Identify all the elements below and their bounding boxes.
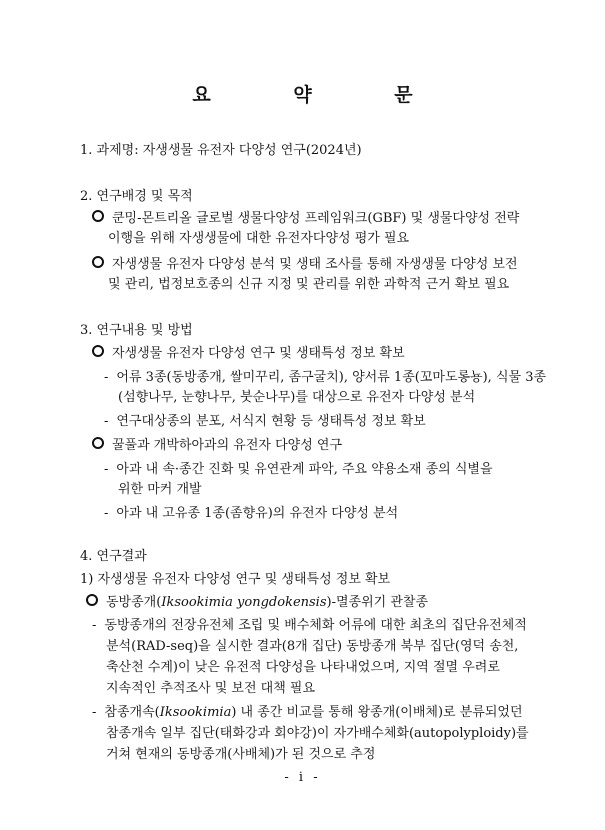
- section-4-heading: 4. 연구결과: [80, 549, 147, 564]
- circle-bullet-icon: [92, 437, 104, 449]
- page-number: - i -: [284, 770, 321, 785]
- circle-bullet-icon: [92, 256, 104, 268]
- page-title: 요 약 문: [192, 84, 451, 106]
- dash-genome-cont-1: 분석(RAD-seq)을 실시한 결과(8개 집단) 동방종개 북부 집단(영덕 송천,: [106, 639, 519, 654]
- section-4-1-heading: 1) 자생생물 유전자 다양성 연구 및 생태특성 정보 확보: [80, 572, 391, 587]
- bullet-analysis: 자생생물 유전자 다양성 분석 및 생태 조사를 통해 자생생물 다양성 보전: [92, 255, 518, 275]
- bullet-genetic-research: 자생생물 유전자 다양성 연구 및 생태특성 정보 확보: [92, 344, 405, 364]
- bullet-gbf: 쿤밍-몬트리올 글로벌 생물다양성 프레임워크(GBF) 및 생물다양성 전략: [92, 209, 524, 229]
- dash-species-list: - 어류 3종(동방종개, 쌀미꾸리, 좀구굴치), 양서류 1종(꼬마도롱뇽), 식물 3종: [104, 368, 546, 388]
- circle-bullet-icon: [92, 210, 104, 222]
- dash-bullet-icon: -: [104, 414, 109, 429]
- section-1-heading: 1. 과제명: 자생생물 유전자 다양성 연구(2024년): [80, 143, 362, 158]
- dash-bullet-icon: -: [92, 705, 97, 720]
- dash-ecology: - 연구대상종의 분포, 서식지 현황 등 생태특성 정보 확보: [104, 412, 426, 432]
- bullet-gbf-cont: 이행을 위해 자생생물에 대한 유전자다양성 평가 필요: [108, 231, 410, 246]
- bullet-lamiaceae: 꿀풀과 개박하아과의 유전자 다양성 연구: [92, 436, 342, 456]
- dash-marker-cont: 위한 마커 개발: [118, 482, 202, 497]
- circle-bullet-icon: [86, 594, 98, 606]
- dash-bullet-icon: -: [104, 462, 109, 477]
- section-2-heading: 2. 연구배경 및 목적: [80, 189, 193, 204]
- bullet-dongbang: 동방종개(Iksookimia yongdokensis)-멸종위기 관찰종: [86, 593, 428, 613]
- dash-polyploidy-cont-2: 거쳐 현재의 동방종개(사배체)가 된 것으로 추정: [106, 747, 376, 762]
- section-3-heading: 3. 연구내용 및 방법: [80, 323, 193, 338]
- dash-endemic: - 아과 내 고유종 1종(좀향유)의 유전자 다양성 분석: [104, 504, 398, 524]
- dash-bullet-icon: -: [104, 370, 109, 385]
- circle-bullet-icon: [92, 345, 104, 357]
- dash-species-list-cont: (섬향나무, 눈향나무, 붓순나무)를 대상으로 유전자 다양성 분석: [118, 390, 476, 405]
- bullet-analysis-cont: 및 관리, 법정보호종의 신규 지정 및 관리를 위한 과학적 근거 확보 필요: [108, 277, 510, 292]
- dash-genome-cont-3: 지속적인 추적조사 및 보전 대책 필요: [106, 681, 316, 696]
- dash-marker: - 아과 내 속·종간 진화 및 유연관계 파악, 주요 약용소재 종의 식별을: [104, 460, 493, 480]
- dash-genome: - 동방종개의 전장유전체 조립 및 배수체화 어류에 대한 최초의 집단유전체적: [92, 616, 527, 636]
- dash-bullet-icon: -: [92, 618, 97, 633]
- dash-polyploidy-cont-1: 참종개속 일부 집단(태화강과 회야강)이 자가배수체화(autopolyploidy)를: [106, 726, 529, 741]
- dash-genome-cont-2: 축산천 수계)이 낮은 유전적 다양성을 나타내었으며, 지역 절멸 우려로: [106, 660, 500, 675]
- dash-bullet-icon: -: [104, 506, 109, 521]
- dash-polyploidy: - 참종개속(Iksookimia) 내 종간 비교를 통해 왕종개(이배체)로 분류되었던: [92, 703, 523, 723]
